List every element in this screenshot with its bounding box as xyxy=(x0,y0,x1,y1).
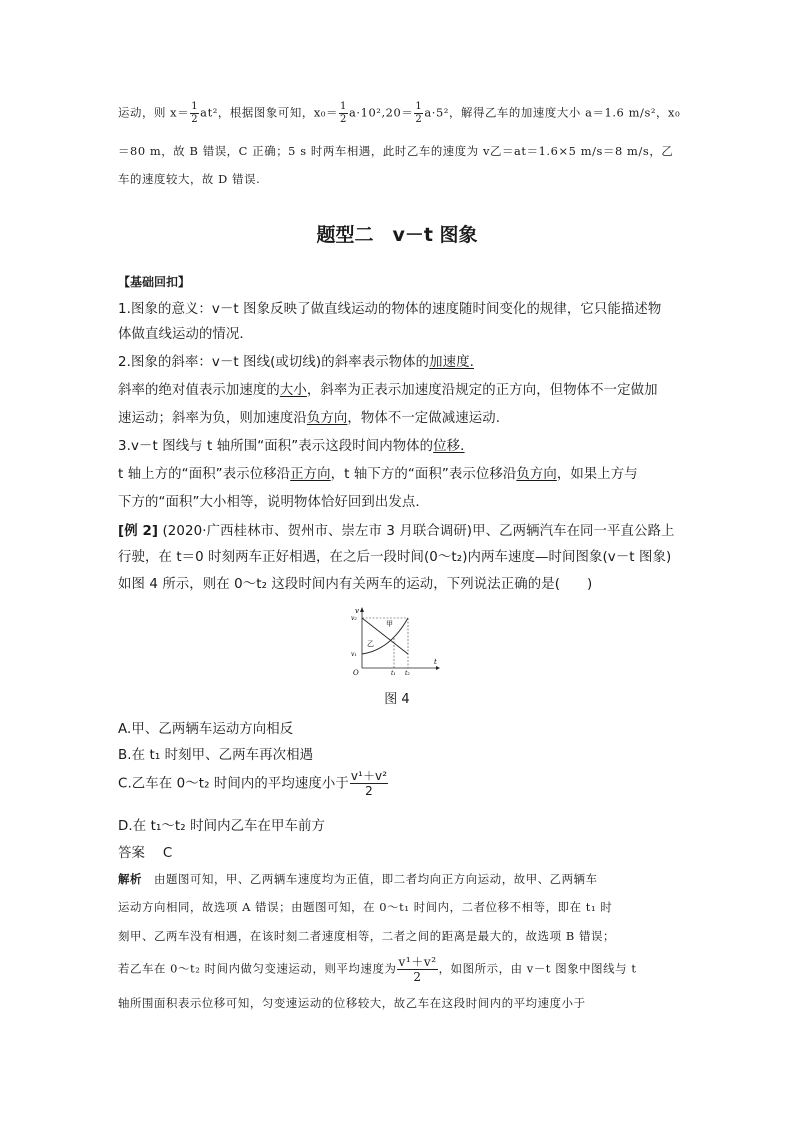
v-axis-arrow xyxy=(360,607,364,612)
option-a: A.甲、乙两辆车运动方向相反 xyxy=(118,722,294,737)
answer-line: 答案 C xyxy=(118,846,173,861)
prev-solution-line-2: ＝80 m，故 B 错误，C 正确；5 s 时两车相遇，此时乙车的速度为 v乙＝at＝1.6×5 m/s＝8 m/s，乙 xyxy=(118,144,674,158)
origin-label: O xyxy=(353,669,359,676)
analysis-line-1: 解析 由题图可知，甲、乙两辆车速度均为正值，即二者均向正方向运动，故甲、乙两辆车 xyxy=(118,872,598,886)
yi-label: 乙 xyxy=(367,640,374,648)
prev-solution-line-1: 运动，则 x＝ $\frac{1}{2}$ at²，根据图象可知，x₀＝ $\frac{1}{2}$ a·10²,20＝ $\frac{1}{2}$ a·5²，解得乙车的加速度大小 a＝1.6 m/s²，x₀ xyxy=(118,101,681,125)
v-axis-label: v xyxy=(355,607,359,615)
basics-line-6: 3.v－t 图线与 t 轴所围“面积”表示这段时间内物体的位移. xyxy=(118,439,465,454)
basics-line-5: 速运动；斜率为负，则加速度沿负方向，物体不一定做减速运动. xyxy=(118,411,501,426)
t2-label: t₂ xyxy=(405,670,410,676)
vt-graph-figure xyxy=(350,606,440,676)
example-line-2: 行驶，在 t＝0 时刻两车正好相遇，在之后一段时间(0～t₂)内两车速度—时间图象(v－t 图象) xyxy=(118,550,672,565)
t-axis-label: t xyxy=(434,658,437,666)
basics-line-8: 下方的“面积”大小相等，说明物体恰好回到出发点. xyxy=(118,495,420,510)
figure-caption: 图 4 xyxy=(384,692,410,707)
underline-answer: 负方向 xyxy=(516,467,557,482)
option-c: C.乙车在 0～t₂ 时间内的平均速度小于 $\frac{\text{v¹＋v²}}{2}$ xyxy=(118,769,388,798)
t-axis-arrow xyxy=(436,666,440,670)
basics-line-2: 体做直线运动的情况. xyxy=(118,327,244,342)
basics-line-1: 1.图象的意义：v－t 图象反映了做直线运动的物体的速度随时间变化的规律，它只能描述物 xyxy=(118,302,662,317)
analysis-line-3: 刻甲、乙两车没有相遇，在该时刻二者速度相等，二者之间的距离是最大的，故选项 B 错误； xyxy=(118,929,616,943)
option-d: D.在 t₁～t₂ 时间内乙车在甲车前方 xyxy=(118,819,326,834)
basics-line-7: t 轴上方的“面积”表示位移沿正方向，t 轴下方的“面积”表示位移沿负方向，如果上方与 xyxy=(118,467,638,482)
t1-label: t₁ xyxy=(391,670,396,676)
jia-label: 甲 xyxy=(386,620,393,628)
underline-answer: 加速度. xyxy=(429,355,474,370)
v2-label: v₂ xyxy=(351,615,357,622)
example-line-3: 如图 4 所示，则在 0～t₂ 这段时间内有关两车的运动，下列说法正确的是( ) xyxy=(118,577,593,592)
prev-solution-line-3: 车的速度较大，故 D 错误. xyxy=(118,172,261,186)
underline-answer: 位移. xyxy=(433,439,465,454)
example-line-1: [例 2] (2020·广西桂林市、贺州市、崇左市 3 月联合调研)甲、乙两辆汽车在同一平直公路上 xyxy=(118,524,675,539)
basics-line-3: 2.图象的斜率：v－t 图线(或切线)的斜率表示物体的加速度. xyxy=(118,355,474,370)
section-label: 【基础回扣】 xyxy=(118,275,191,289)
v1-label: v₁ xyxy=(351,651,357,658)
section-heading: 题型二 v－t 图象 xyxy=(316,224,478,246)
line-jia xyxy=(362,618,408,654)
example-label: [例 2] xyxy=(118,524,159,539)
underline-answer: 大小 xyxy=(279,383,307,398)
underline-answer: 负方向 xyxy=(306,411,348,426)
analysis-line-2: 运动方向相同，故选项 A 错误；由题图可知，在 0～t₁ 时间内，二者位移不相等，即在 t₁ 时 xyxy=(118,900,613,914)
analysis-line-5: 轴所围面积表示位移可知，匀变速运动的位移较大，故乙车在这段时间内的平均速度小于 xyxy=(118,996,586,1010)
underline-answer: 正方向 xyxy=(290,467,331,482)
analysis-line-4: 若乙车在 0～t₂ 时间内做匀变速运动，则平均速度为 $\frac{\text{v¹＋v²}}{2}$ ，如图所示，由 v－t 图象中图线与 t xyxy=(118,955,637,984)
basics-line-4: 斜率的绝对值表示加速度的大小，斜率为正表示加速度沿规定的正方向，但物体不一定做加 xyxy=(118,383,658,398)
option-b: B.在 t₁ 时刻甲、乙两车再次相遇 xyxy=(118,748,314,763)
